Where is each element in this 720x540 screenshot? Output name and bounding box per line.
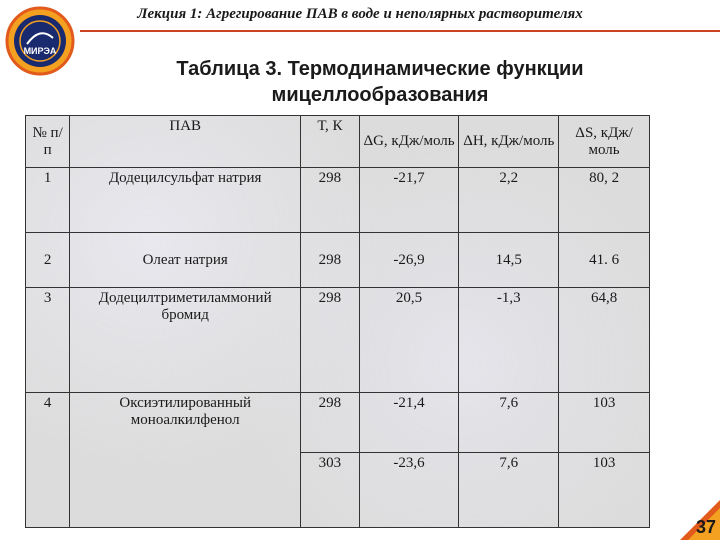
cell-h: 2,2	[459, 168, 559, 233]
cell-no: 2	[26, 233, 70, 288]
header-h: ΔH, кДж/моль	[459, 116, 559, 168]
header-t: Т, К	[301, 116, 360, 168]
svg-text:МИРЭА: МИРЭА	[23, 46, 57, 56]
header-g: ΔG, кДж/моль	[359, 116, 459, 168]
cell-no: 3	[26, 288, 70, 393]
cell-paw: Олеат натрия	[70, 233, 301, 288]
page-number: 37	[695, 517, 716, 537]
cell-s: 103	[559, 393, 650, 453]
cell-g: -23,6	[359, 453, 459, 528]
cell-t: 298	[301, 393, 360, 453]
header-paw: ПАВ	[70, 116, 301, 168]
table-row	[26, 393, 650, 453]
cell-t: 298	[301, 288, 360, 393]
cell-s: 80, 2	[559, 168, 650, 233]
table-row	[26, 288, 650, 393]
cell-no: 4	[26, 393, 70, 528]
table-row	[26, 168, 650, 233]
cell-s: 41. 6	[559, 233, 650, 288]
table-header-row	[26, 116, 650, 168]
cell-t: 298	[301, 233, 360, 288]
cell-no: 1	[26, 168, 70, 233]
cell-g: -21,7	[359, 168, 459, 233]
cell-paw: Додецилтриметиламмоний бромид	[70, 288, 301, 393]
cell-paw: Додецилсульфат натрия	[70, 168, 301, 233]
lecture-header: Лекция 1: Агрегирование ПАВ в воде и неполярных растворителях	[137, 6, 583, 22]
cell-s: 64,8	[559, 288, 650, 393]
cell-h: 14,5	[459, 233, 559, 288]
cell-g: -26,9	[359, 233, 459, 288]
cell-paw: Оксиэтилированный моноалкилфенол	[70, 393, 301, 528]
table-title	[100, 56, 660, 108]
cell-t: 298	[301, 168, 360, 233]
cell-h: -1,3	[459, 288, 559, 393]
cell-s: 103	[559, 453, 650, 528]
title-line-1: Таблица 3. Термодинамические функции	[176, 58, 584, 80]
header-no: № п/п	[26, 116, 70, 168]
cell-g: -21,4	[359, 393, 459, 453]
cell-g: 20,5	[359, 288, 459, 393]
header-s: ΔS, кДж/моль	[559, 116, 650, 168]
thermodynamic-table	[25, 115, 650, 528]
cell-t: 303	[301, 453, 360, 528]
table-row	[26, 233, 650, 288]
cell-h: 7,6	[459, 393, 559, 453]
mirea-logo	[5, 6, 75, 76]
header-divider	[80, 30, 720, 32]
cell-h: 7,6	[459, 453, 559, 528]
title-line-2: мицеллообразования	[271, 84, 489, 106]
